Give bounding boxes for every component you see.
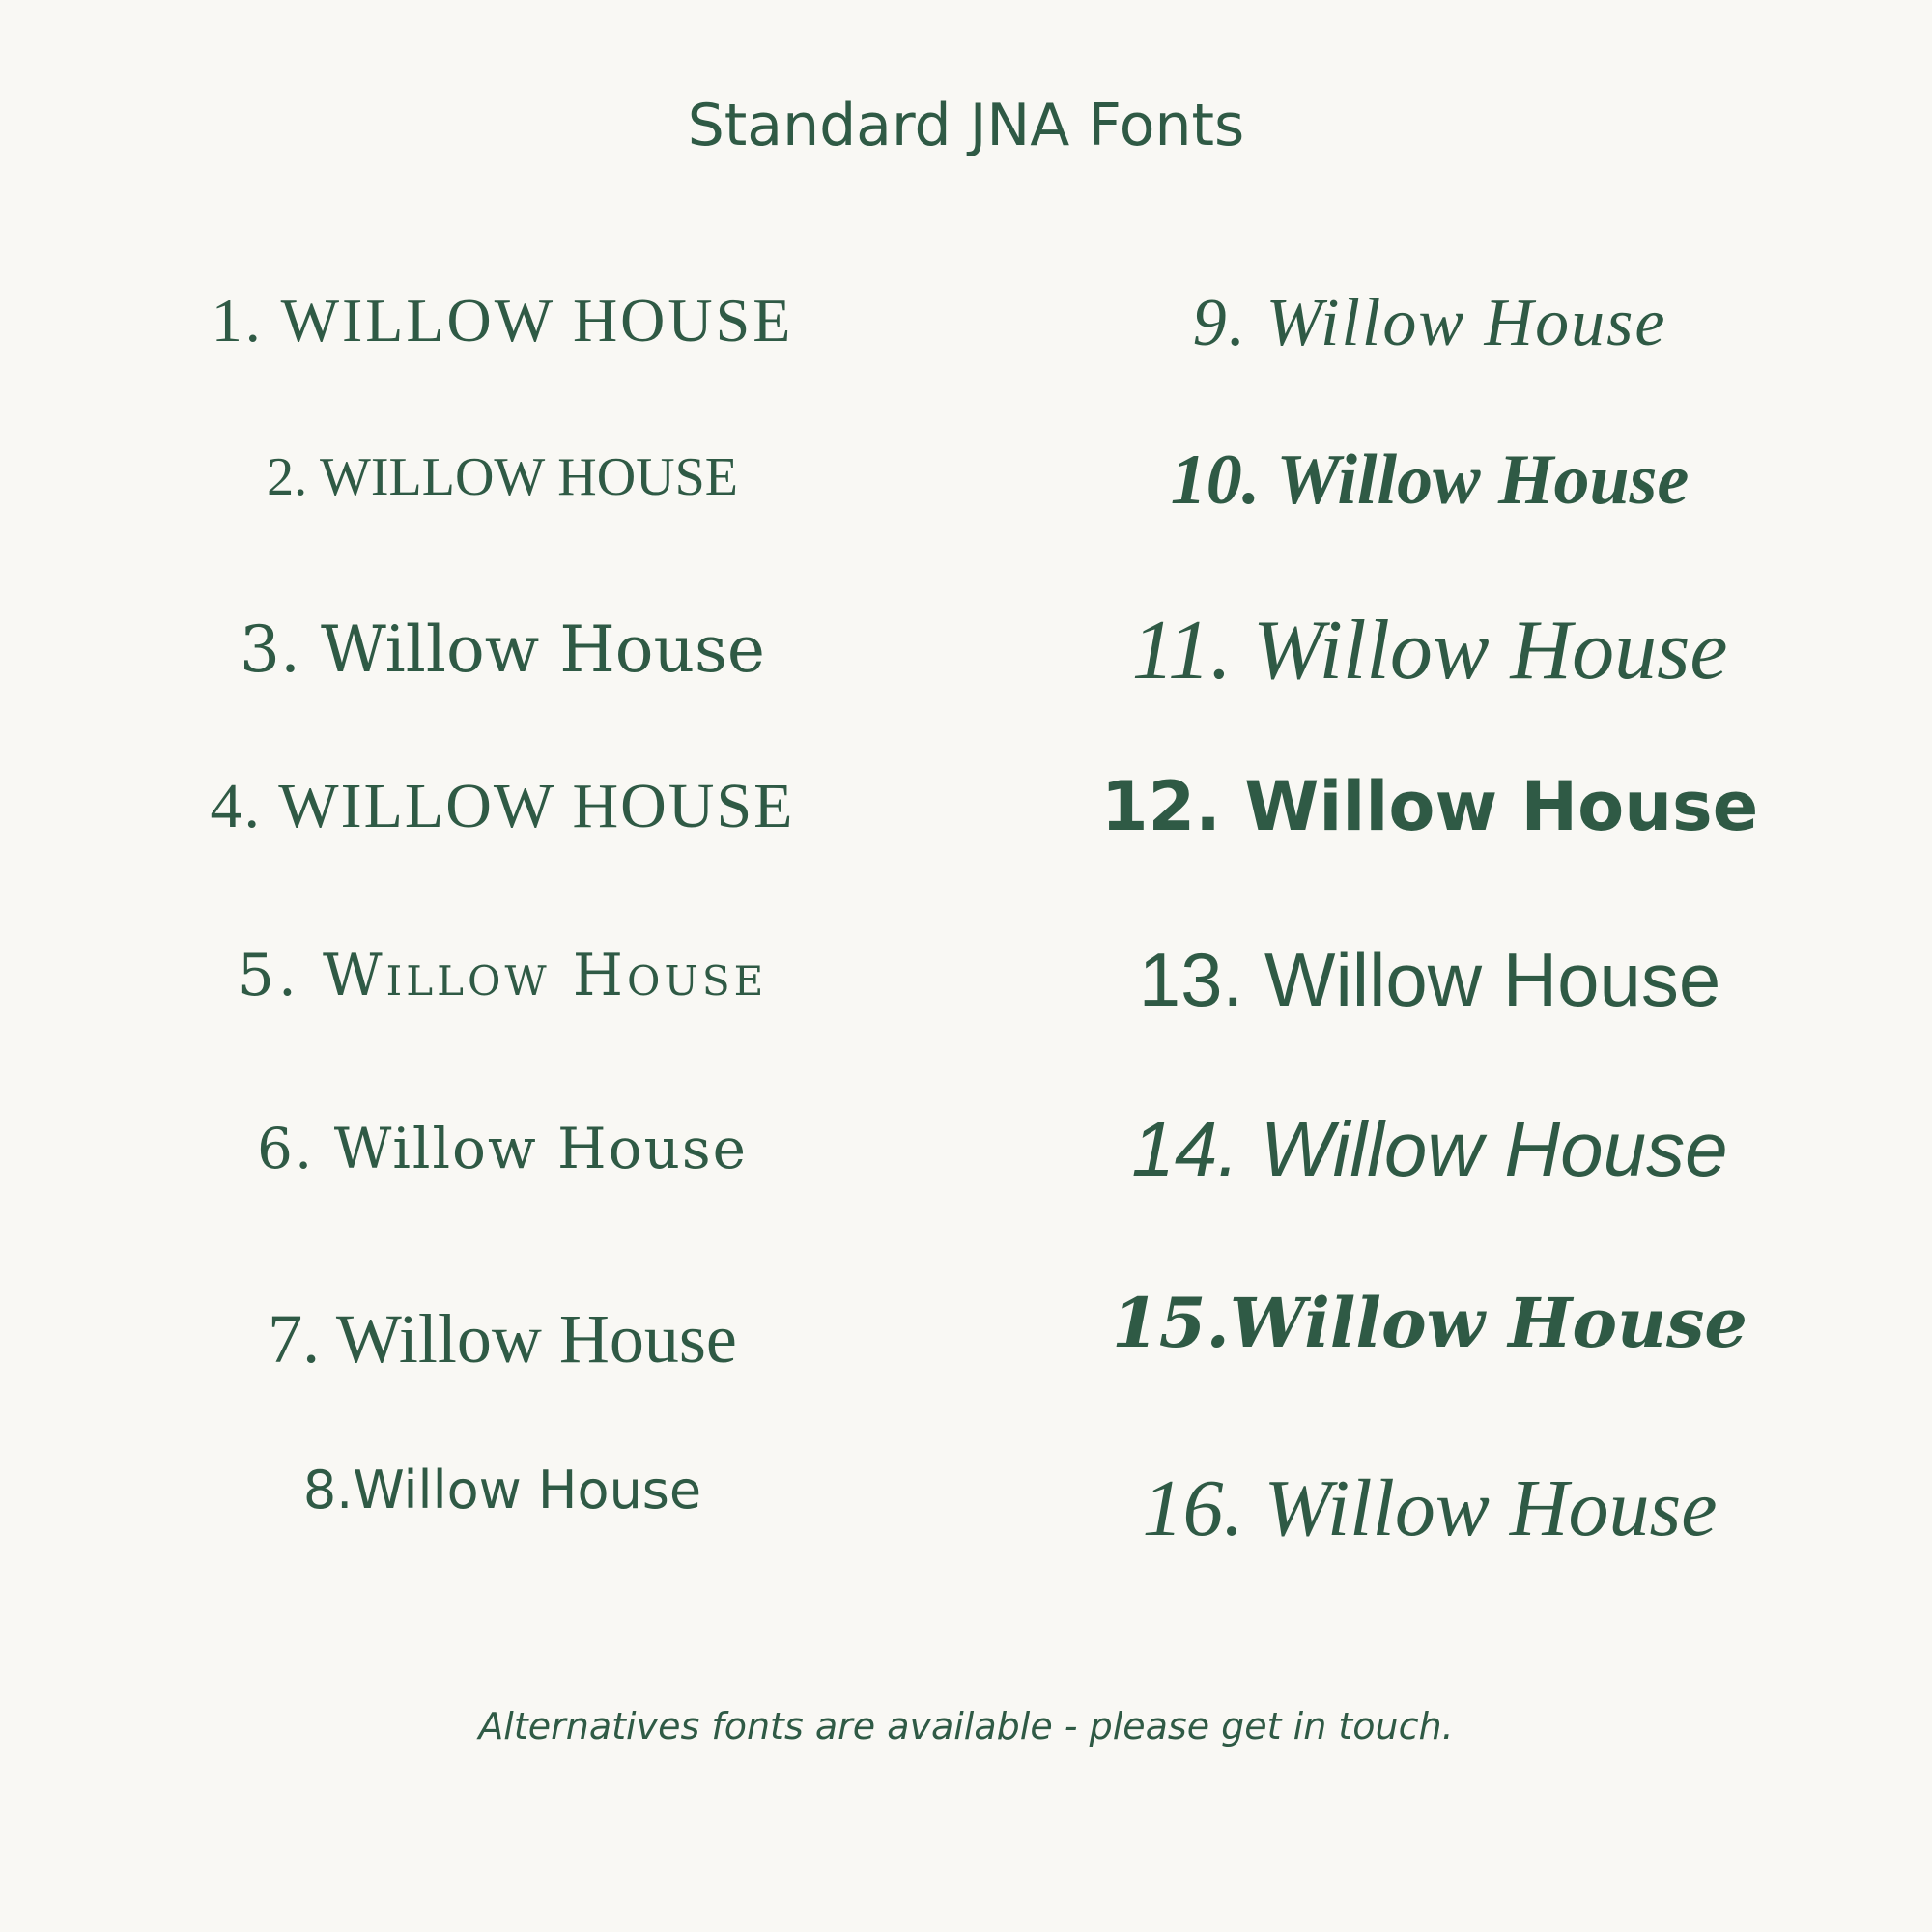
font-sample-3: 3. Willow House (240, 612, 765, 687)
footer-note: Alternatives fonts are available - please get in touch. (478, 1705, 1454, 1747)
font-sample-4: 4. WILLOW HOUSE (210, 771, 795, 841)
font-sample-14: 14. Willow House (1131, 1106, 1728, 1192)
font-sample-5: 5. Willow House (237, 942, 768, 1009)
font-sample-12: 12. Willow House (1100, 767, 1759, 846)
font-sample-9: 9. Willow House (1192, 286, 1667, 360)
font-sample-11: 11. Willow House (1131, 604, 1728, 697)
font-sample-6: 6. Willow House (257, 1116, 748, 1181)
font-sample-13: 13. Willow House (1138, 937, 1721, 1022)
font-sample-7: 7. Willow House (268, 1300, 737, 1378)
font-sample-2: 2. WILLOW HOUSE (267, 447, 738, 507)
font-sample-8: 8.Willow House (302, 1460, 702, 1520)
page-title: Standard JNA Fonts (687, 92, 1245, 159)
font-sample-1: 1. WILLOW HOUSE (211, 286, 794, 355)
font-sample-10: 10. Willow House (1170, 440, 1690, 520)
font-sample-16: 16. Willow House (1142, 1463, 1718, 1553)
font-sample-15: 15.Willow House (1112, 1283, 1747, 1363)
